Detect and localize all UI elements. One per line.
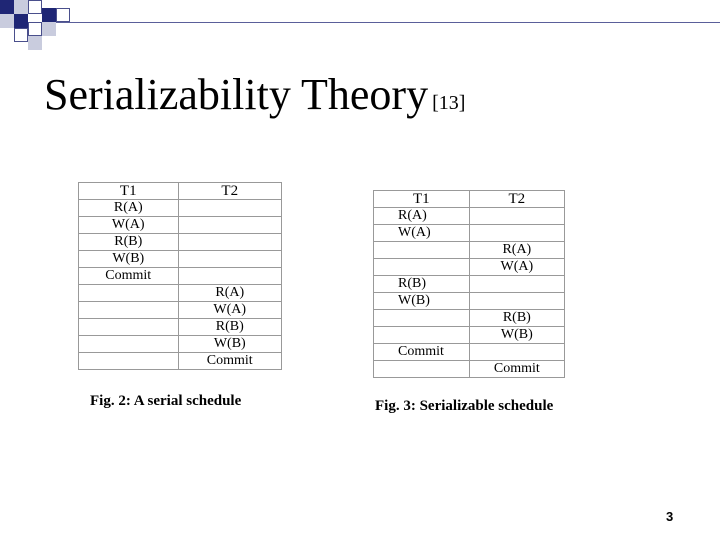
- t2-cell: [469, 208, 564, 225]
- deco-square: [14, 0, 28, 14]
- deco-square: [0, 14, 14, 28]
- t2-cell: Commit: [469, 361, 564, 378]
- t1-cell: R(A): [79, 200, 179, 217]
- slide-title: [44, 68, 465, 130]
- table-row: [79, 353, 282, 370]
- table-row: [374, 259, 565, 276]
- serializable-schedule-table: [373, 190, 565, 378]
- column-header-t1: T1: [374, 191, 470, 208]
- t1-cell: R(B): [79, 234, 179, 251]
- t1-cell: [374, 361, 470, 378]
- t1-cell: W(A): [374, 225, 470, 242]
- t2-cell: [469, 225, 564, 242]
- deco-square: [42, 22, 56, 36]
- figure3-caption: Fig. 3: Serializable schedule: [375, 398, 554, 414]
- t2-cell: [469, 344, 564, 361]
- table-header-row: [79, 183, 282, 200]
- table-row: [79, 268, 282, 285]
- table-row: [79, 217, 282, 234]
- slide-title-reference: [13]: [432, 92, 466, 114]
- t2-cell: R(B): [469, 310, 564, 327]
- column-header-t2: T2: [178, 183, 281, 200]
- table-row: [374, 361, 565, 378]
- t1-cell: W(A): [79, 217, 179, 234]
- t1-cell: [374, 310, 470, 327]
- deco-square: [28, 22, 42, 36]
- deco-square: [42, 8, 56, 22]
- deco-square: [0, 0, 14, 14]
- table-row: [79, 285, 282, 302]
- slide-title-text: Serializability Theory: [44, 70, 429, 119]
- table-row: [79, 319, 282, 336]
- t2-cell: R(A): [178, 285, 281, 302]
- column-header-t1: T1: [79, 183, 179, 200]
- t1-cell: [374, 327, 470, 344]
- table-row: [374, 276, 565, 293]
- t1-cell: [79, 285, 179, 302]
- t1-cell: W(B): [374, 293, 470, 310]
- t1-cell: [79, 353, 179, 370]
- table-row: [374, 225, 565, 242]
- t1-cell: W(B): [79, 251, 179, 268]
- t2-cell: W(A): [469, 259, 564, 276]
- deco-square: [28, 0, 42, 14]
- t1-cell: [79, 302, 179, 319]
- t2-cell: [178, 200, 281, 217]
- decorative-header-band: [0, 0, 720, 50]
- table-row: [374, 310, 565, 327]
- page-number: 3: [666, 509, 674, 524]
- t1-cell: [79, 319, 179, 336]
- t2-cell: W(B): [178, 336, 281, 353]
- t1-cell: R(A): [374, 208, 470, 225]
- table-row: [374, 327, 565, 344]
- table-row: [79, 302, 282, 319]
- t2-cell: [178, 217, 281, 234]
- t1-cell: R(B): [374, 276, 470, 293]
- t2-cell: [178, 234, 281, 251]
- table-row: [79, 200, 282, 217]
- table-row: [79, 336, 282, 353]
- t2-cell: [469, 293, 564, 310]
- column-header-t2: T2: [469, 191, 564, 208]
- header-rule: [0, 22, 720, 23]
- t2-cell: [178, 251, 281, 268]
- deco-square: [28, 36, 42, 50]
- t1-cell: [374, 242, 470, 259]
- table-row: [374, 344, 565, 361]
- t1-cell: [79, 336, 179, 353]
- table-row: [79, 234, 282, 251]
- t1-cell: Commit: [374, 344, 470, 361]
- t2-cell: W(B): [469, 327, 564, 344]
- table-row: [79, 251, 282, 268]
- table-row: [374, 293, 565, 310]
- t2-cell: [469, 276, 564, 293]
- deco-square: [14, 28, 28, 42]
- serial-schedule-table: [78, 182, 282, 370]
- t1-cell: [374, 259, 470, 276]
- t2-cell: W(A): [178, 302, 281, 319]
- table-row: [374, 242, 565, 259]
- t2-cell: R(A): [469, 242, 564, 259]
- t2-cell: R(B): [178, 319, 281, 336]
- figure2-caption: Fig. 2: A serial schedule: [90, 393, 242, 409]
- t1-cell: Commit: [79, 268, 179, 285]
- deco-square: [14, 14, 28, 28]
- deco-square: [56, 8, 70, 22]
- t2-cell: [178, 268, 281, 285]
- t2-cell: Commit: [178, 353, 281, 370]
- table-row: [374, 208, 565, 225]
- table-header-row: [374, 191, 565, 208]
